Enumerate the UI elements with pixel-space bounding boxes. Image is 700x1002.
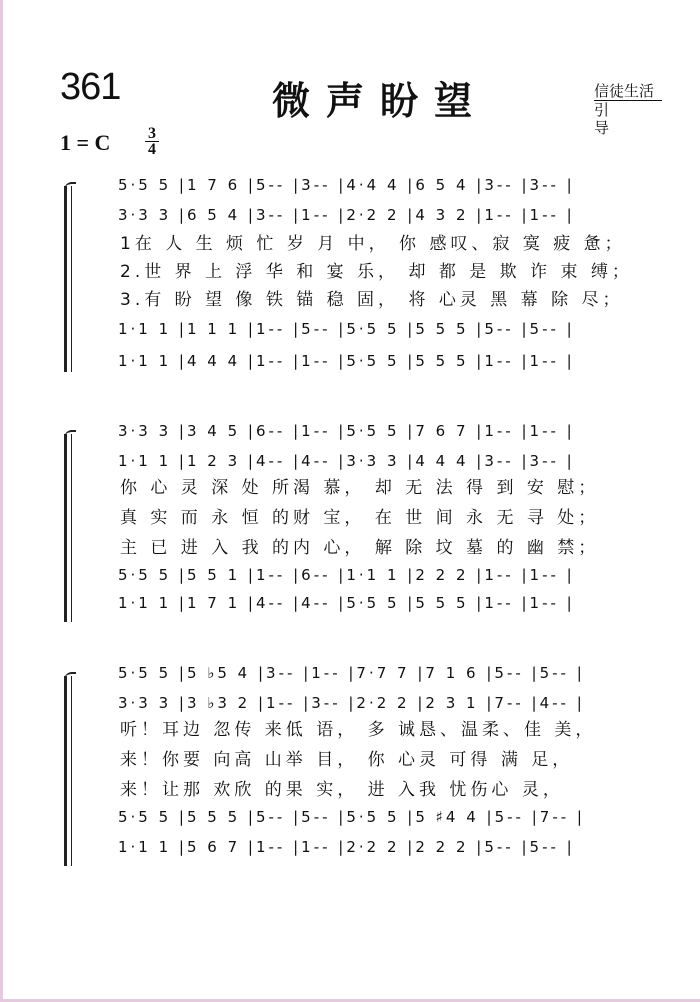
source-line-2: 引导	[594, 101, 646, 137]
lyric-verse-1: 你 心 灵 深 处 所渴 慕， 却 无 法 得 到 安 慰；	[120, 478, 600, 498]
lyric-verse-1: 1在 人 生 烦 忙 岁 月 中， 你 感叹、寂 寞 疲 惫；	[120, 234, 626, 254]
lyric-verse-2: 真 实 而 永 恒 的财 宝， 在 世 间 永 无 寻 处；	[120, 508, 600, 528]
alto-line: 3·3 3 |3 ♭3 2 |1-- |3-- |2·2 2 |2 3 1 |7-- |4-- |	[118, 694, 585, 712]
lyric-verse-3: 3.有 盼 望 像 铁 锚 稳 固， 将 心灵 黑 幕 除 尽；	[120, 290, 624, 310]
bass-line: 1·1 1 |5 6 7 |1-- |1-- |2·2 2 |2 2 2 |5-- |5-- |	[118, 838, 575, 856]
time-signature-bottom: 4	[148, 141, 156, 158]
tenor-line: 5·5 5 |5 5 5 |5-- |5-- |5·5 5 |5 ♯4 4 |5-- |7-- |	[118, 808, 585, 826]
lyric-verse-1: 听！耳边 忽传 来低 语， 多 诚恳、温柔、佳 美，	[120, 720, 597, 740]
alto-line: 1·1 1 |1 2 3 |4-- |4-- |3·3 3 |4 4 4 |3-- |3-- |	[118, 452, 575, 470]
system-bracket	[64, 434, 67, 622]
source-credit	[594, 82, 662, 137]
bass-line: 1·1 1 |1 7 1 |4-- |4-- |5·5 5 |5 5 5 |1-- |1-- |	[118, 594, 575, 612]
soprano-line: 5·5 5 |5 ♭5 4 |3-- |1-- |7·7 7 |7 1 6 |5-- |5-- |	[118, 664, 585, 682]
soprano-line: 3·3 3 |3 4 5 |6-- |1-- |5·5 5 |7 6 7 |1-- |1-- |	[118, 422, 575, 440]
lyric-verse-2: 2.世 界 上 浮 华 和 宴 乐， 却 都 是 欺 诈 束 缚；	[120, 262, 633, 282]
page-edge-left	[0, 0, 3, 1002]
hymn-number: 361	[60, 66, 121, 108]
lyric-verse-2: 来！你要 向高 山举 目， 你 心灵 可得 满 足，	[120, 750, 574, 770]
system-bracket	[64, 186, 67, 372]
time-signature	[145, 126, 159, 157]
alto-line: 3·3 3 |6 5 4 |3-- |1-- |2·2 2 |4 3 2 |1-- |1-- |	[118, 206, 575, 224]
key-signature: 1 = C	[60, 130, 111, 155]
tenor-line: 1·1 1 |1 1 1 |1-- |5-- |5·5 5 |5 5 5 |5-- |5-- |	[118, 320, 575, 338]
lyric-verse-3: 主 已 进 入 我 的内 心， 解 除 坟 墓 的 幽 禁；	[120, 538, 600, 558]
bass-line: 1·1 1 |4 4 4 |1-- |1-- |5·5 5 |5 5 5 |1-- |1-- |	[118, 352, 575, 370]
hymn-title: 微声盼望	[271, 79, 488, 123]
tenor-line: 5·5 5 |5 5 1 |1-- |6-- |1·1 1 |2 2 2 |1-- |1-- |	[118, 566, 575, 584]
soprano-line: 5·5 5 |1 7 6 |5-- |3-- |4·4 4 |6 5 4 |3-- |3-- |	[118, 176, 575, 194]
lyric-verse-3: 来！让那 欢欣 的果 实， 进 入我 忧伤心 灵，	[120, 780, 564, 800]
system-bracket	[64, 676, 67, 866]
source-line-1: 信徒生活	[594, 82, 662, 101]
time-signature-top: 3	[145, 126, 159, 142]
